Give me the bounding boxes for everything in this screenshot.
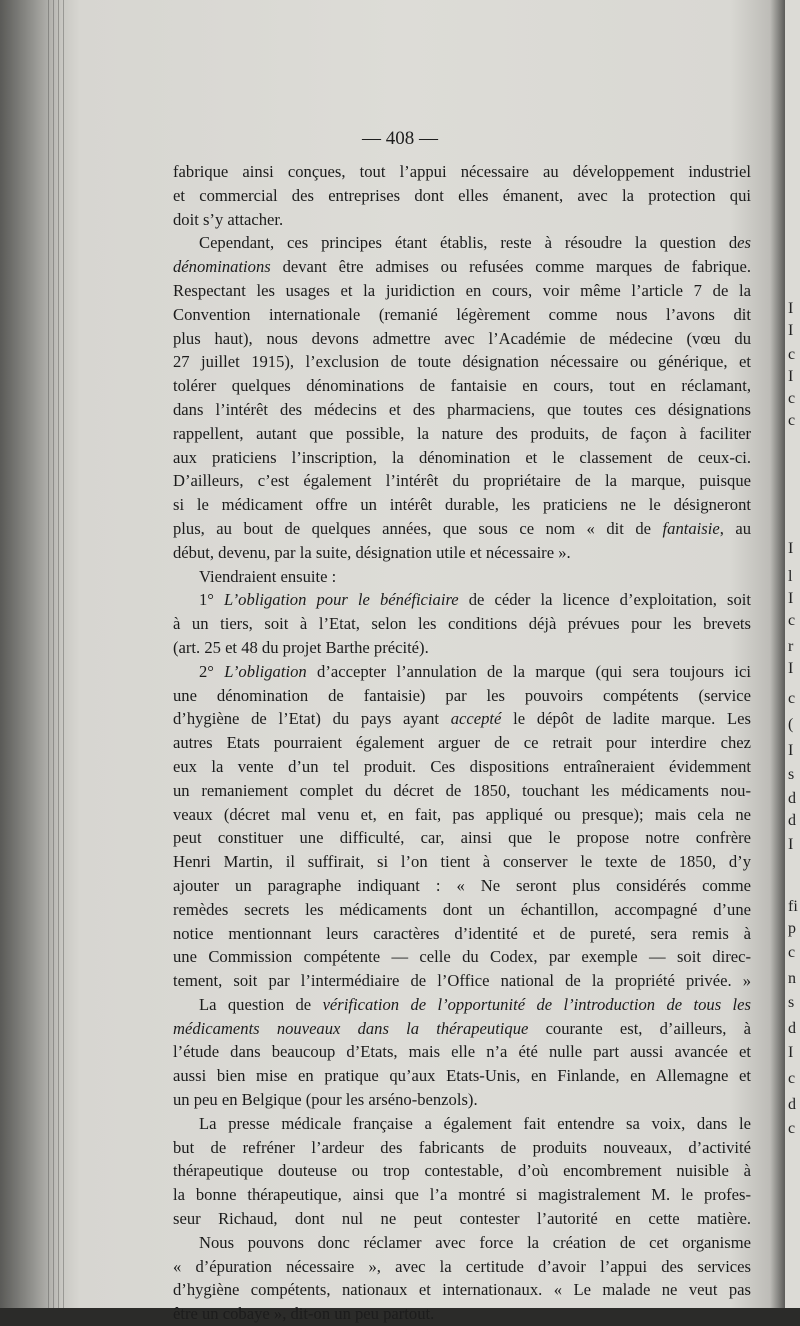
text-line: début, devenu, par la suite, désignation utile et nécessaire ». <box>173 542 571 562</box>
text-line: un peu en Belgique (pour les arséno-benzols). <box>173 1090 478 1110</box>
text-line: 2° L’obligation d’accepter l’annulation de la marque (qui sera toujours ici <box>199 661 751 681</box>
text-line: Convention internationale (remanié légèrement comme nous l’avons dit <box>173 304 751 324</box>
edge-glyph: ( <box>788 716 794 733</box>
text-line: remèdes secrets les médicaments dont un échantillon, accompagné d’une <box>173 899 751 919</box>
edge-glyph: c <box>788 412 796 429</box>
edge-glyph: I <box>788 660 794 677</box>
text-line: thérapeutique douteuse ou trop contestable, d’où encombrement nuisible à <box>173 1161 751 1181</box>
edge-glyph: I <box>788 300 794 317</box>
text-line: si le médicament offre un intérêt durable, les praticiens ne le désigneront <box>173 495 751 515</box>
text-line: autres Etats pourraient également arguer de ce retrait pour interdire chez <box>173 733 751 753</box>
text-line: et commercial des entreprises dont elles émanent, avec la protection qui <box>173 185 751 205</box>
edge-glyph: c <box>788 390 796 407</box>
text-line: tement, soit par l’intermédiaire de l’Office national de la propriété privée. » <box>173 971 751 991</box>
text-line: 27 juillet 1915), l’exclusion de toute désignation nécessaire ou générique, et <box>173 352 751 372</box>
edge-glyph: c <box>788 690 796 707</box>
italic-phrase: médicaments nouveaux dans la thérapeutique <box>173 1018 546 1038</box>
text-line: seur Richaud, dont nul ne peut contester l’autorité en cette matière. <box>173 1209 751 1229</box>
text-line: Nous pouvons donc réclamer avec force la création de cet organisme <box>199 1232 751 1252</box>
text-line: but de refréner l’ardeur des fabricants de produits nouveaux, d’activité <box>173 1137 751 1157</box>
text-line: à un tiers, soit à l’Etat, selon les conditions déjà prévues pour les brevets <box>173 614 751 634</box>
edge-glyph: fi <box>788 898 798 915</box>
body-text <box>173 160 751 1326</box>
edge-glyph: s <box>788 766 795 783</box>
italic-phrase: L’obligation <box>224 661 307 681</box>
edge-glyph: I <box>788 322 794 339</box>
edge-glyph: c <box>788 1120 796 1137</box>
text-line: 1° L’obligation pour le bénéficiaire de céder la licence d’exploitation, soit <box>199 590 751 610</box>
text-line: une Commission compétente — celle du Codex, par exemple — soit direc- <box>173 947 751 967</box>
text-line: La question de vérification de l’opportunité de l’introduction de tous les <box>199 994 751 1014</box>
italic-phrase: fantaisie <box>662 518 720 538</box>
next-page-edge <box>785 0 800 1308</box>
text-line: un remaniement complet du décret de 1850, touchant les médicaments nou- <box>173 780 751 800</box>
text-line: Henri Martin, il suffirait, si l’on tient à conserver le texte de 1850, d’y <box>173 852 751 872</box>
text-line: fabrique ainsi conçues, tout l’appui nécessaire au développement industriel <box>173 162 751 181</box>
text-line: plus, au bout de quelques années, que sous ce nom « dit de fantaisie, au <box>173 518 751 538</box>
edge-glyph: s <box>788 994 795 1011</box>
text-line: dans l’intérêt des médecins et des pharmaciens, que toutes ces désignations <box>173 399 751 419</box>
text-line: d’hygiène compétents, nationaux et internationaux. « Le malade ne veut pas <box>173 1280 751 1300</box>
text-line: veaux (décret mal venu et, en fait, pas appliqué ou presque); mais cela ne <box>173 804 751 824</box>
edge-glyph: c <box>788 1070 796 1087</box>
edge-glyph: c <box>788 346 796 363</box>
text-line: tolérer quelques dénominations de fantaisie en cours, tout en réclamant, <box>173 376 751 396</box>
italic-phrase: L’obligation pour le bénéficiaire <box>224 590 459 610</box>
text-line: eux la vente d’un tel produit. Ces dispositions entraîneraient évidemment <box>173 756 751 776</box>
text-line: aux praticiens l’inscription, la dénomination et le classement de ceux-ci. <box>173 447 751 467</box>
edge-glyph: d <box>788 812 796 829</box>
edge-glyph: p <box>788 920 796 937</box>
edge-glyph: r <box>788 638 794 655</box>
text-line: médicaments nouveaux dans la thérapeutique courante est, d’ailleurs, à <box>173 1018 752 1038</box>
edge-glyph: c <box>788 944 796 961</box>
text-line: aussi bien mise en pratique qu’aux Etats-Unis, en Finlande, en Allemagne et <box>173 1066 751 1086</box>
edge-glyph: n <box>788 970 796 987</box>
italic-phrase: vérification de l’opportunité de l’introduction de tous les <box>322 994 751 1014</box>
text-line: rappellent, autant que possible, la nature des produits, de façon à faciliter <box>173 423 751 443</box>
text-line: La presse médicale française a également fait entendre sa voix, dans le <box>199 1113 751 1133</box>
edge-glyph: d <box>788 1020 796 1037</box>
italic-phrase: es <box>737 233 751 253</box>
text-line: d’hygiène de l’Etat) du pays ayant accepté le dépôt de ladite marque. Les <box>173 709 751 729</box>
text-line: ajouter un paragraphe indiquant : « Ne seront plus considérés comme <box>173 875 751 895</box>
edge-glyph: I <box>788 590 794 607</box>
text-line: plus haut), nous devons admettre avec l’Académie de médecine (vœu du <box>173 328 751 348</box>
book-gutter <box>48 0 68 1308</box>
text-line: Cependant, ces principes étant établis, reste à résoudre la question des <box>199 233 751 253</box>
text-line: être un cobaye », dit-on un peu partout. <box>173 1304 435 1324</box>
edge-glyph: I <box>788 540 794 557</box>
text-line: doit s’y attacher. <box>173 209 284 229</box>
edge-glyph: I <box>788 742 794 759</box>
text-line: (art. 25 et 48 du projet Barthe précité). <box>173 637 429 657</box>
page-number: — 408 — <box>362 128 438 149</box>
text-line: la bonne thérapeutique, ainsi que l’a montré si magistralement M. le profes- <box>173 1185 751 1205</box>
text-line: une dénomination de fantaisie) par les pouvoirs compétents (service <box>173 685 751 705</box>
text-line: notice mentionnant leurs caractères d’identité et de pureté, sera remis à <box>173 923 751 943</box>
edge-glyph: I <box>788 836 794 853</box>
text-line: Respectant les usages et la juridiction en cours, voir même l’article 7 de la <box>173 280 751 300</box>
edge-glyph: d <box>788 1096 796 1113</box>
edge-glyph: I <box>788 368 794 385</box>
text-line: l’étude dans beaucoup d’Etats, mais elle n’a été nulle part aussi avancée et <box>173 1042 751 1062</box>
italic-phrase: accepté <box>450 709 502 729</box>
text-line: « d’épuration nécessaire », avec la certitude d’avoir l’appui des services <box>173 1256 751 1276</box>
italic-phrase: dénominations <box>173 257 271 277</box>
text-line: peut constituer une difficulté, car, ainsi que le propose notre confrère <box>173 828 751 848</box>
text-line: Viendraient ensuite : <box>199 566 337 586</box>
text-line: dénominations devant être admises ou refusées comme marques de fabrique. <box>173 257 751 277</box>
edge-glyph: I <box>788 1044 794 1061</box>
edge-glyph: l <box>788 568 793 585</box>
edge-glyph: d <box>788 790 796 807</box>
edge-glyph: c <box>788 612 796 629</box>
text-line: D’ailleurs, c’est également l’intérêt du propriétaire de la marque, puisque <box>173 471 751 491</box>
